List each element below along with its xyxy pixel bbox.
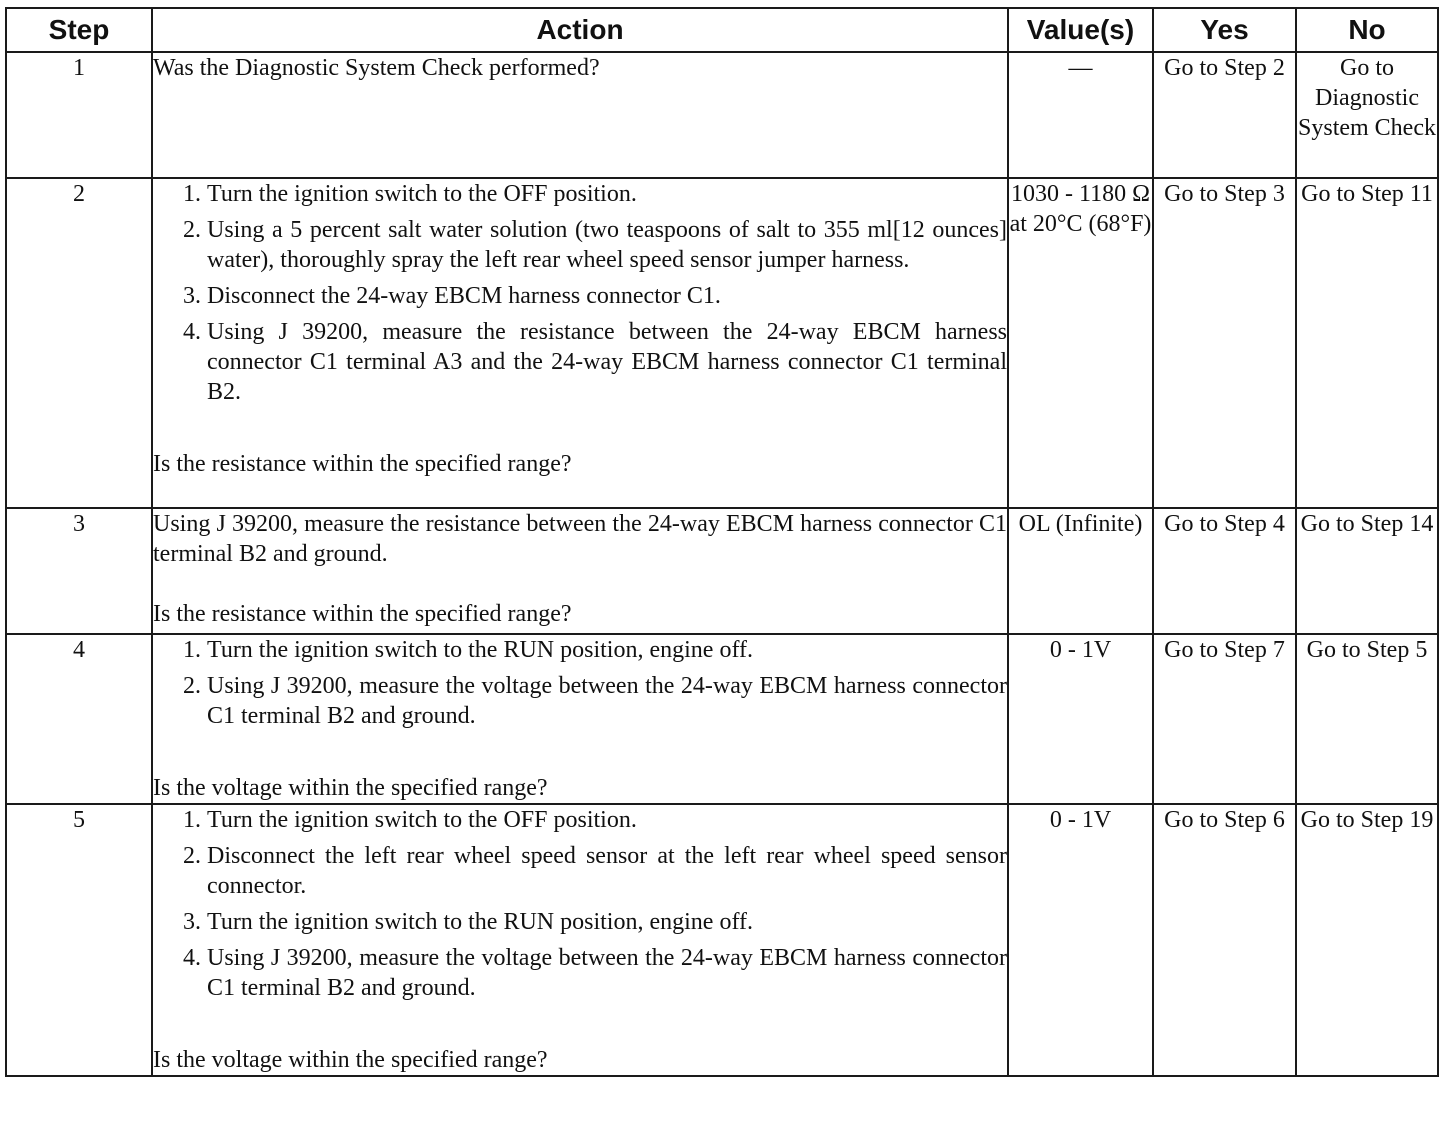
header-step: Step: [6, 8, 152, 52]
substep: 3. Turn the ignition switch to the RUN position, engine off.: [207, 907, 1007, 937]
yes-cell: Go to Step 3: [1153, 178, 1296, 508]
substep: 2. Disconnect the left rear wheel speed sensor at the left rear wheel speed sensor connector.: [207, 841, 1007, 901]
substep: 1. Turn the ignition switch to the RUN position, engine off.: [207, 635, 1007, 665]
action-cell: [152, 178, 1008, 508]
yes-cell: Go to Step 7: [1153, 634, 1296, 804]
step-number: 3: [6, 508, 152, 634]
step-number: 5: [6, 804, 152, 1076]
substep: 4. Using J 39200, measure the voltage between the 24-way EBCM harness connector C1 terminal B2 and ground.: [207, 943, 1007, 1003]
substep: 2. Using a 5 percent salt water solution (two teaspoons of salt to 355 ml[12 ounces] water), thoroughly spray the left rear wheel speed sensor jumper harness.: [207, 215, 1007, 275]
step-number: 2: [6, 178, 152, 508]
step-number: 1: [6, 52, 152, 178]
value-cell: 0 - 1V: [1008, 634, 1153, 804]
header-yes: Yes: [1153, 8, 1296, 52]
substep: 1. Turn the ignition switch to the OFF position.: [207, 805, 1007, 835]
substep: 1. Turn the ignition switch to the OFF position.: [207, 179, 1007, 209]
yes-cell: Go to Step 2: [1153, 52, 1296, 178]
table-row: [6, 52, 1438, 178]
header-action: Action: [152, 8, 1008, 52]
question-text: Is the voltage within the specified range?: [153, 775, 548, 801]
value-cell: 0 - 1V: [1008, 804, 1153, 1076]
no-cell: Go to Step 5: [1296, 634, 1438, 804]
table-row: [6, 634, 1438, 804]
action-cell: [152, 634, 1008, 804]
question-text: Is the resistance within the specified range?: [153, 601, 572, 627]
action-text: Using J 39200, measure the resistance between the 24-way EBCM harness connector C1 terminal B2 and ground.: [153, 511, 1007, 567]
header-values: Value(s): [1008, 8, 1153, 52]
no-cell: Go to Step 14: [1296, 508, 1438, 634]
yes-cell: Go to Step 4: [1153, 508, 1296, 634]
question-text: Is the voltage within the specified range?: [153, 1047, 548, 1073]
header-row: [6, 8, 1438, 52]
action-text: Was the Diagnostic System Check performed?: [153, 55, 600, 81]
no-cell: Go to Step 11: [1296, 178, 1438, 508]
substep: 2. Using J 39200, measure the voltage between the 24-way EBCM harness connector C1 terminal B2 and ground.: [207, 671, 1007, 731]
substep-list: [153, 635, 1007, 731]
question-text: Is the resistance within the specified range?: [153, 451, 572, 477]
no-cell: Go to Diagnostic System Check: [1296, 52, 1438, 178]
substep: 4. Using J 39200, measure the resistance between the 24-way EBCM harness connector C1 terminal A3 and the 24-way EBCM harness connector C1 terminal B2.: [207, 317, 1007, 407]
diagnostic-table: [5, 7, 1439, 1077]
yes-cell: Go to Step 6: [1153, 804, 1296, 1076]
no-cell: Go to Step 19: [1296, 804, 1438, 1076]
header-no: No: [1296, 8, 1438, 52]
step-number: 4: [6, 634, 152, 804]
table-row: [6, 178, 1438, 508]
action-cell: [152, 508, 1008, 634]
table-row: [6, 508, 1438, 634]
action-cell: [152, 52, 1008, 178]
substep: 3. Disconnect the 24-way EBCM harness connector C1.: [207, 281, 1007, 311]
table-row: [6, 804, 1438, 1076]
action-cell: [152, 804, 1008, 1076]
substep-list: [153, 179, 1007, 407]
value-cell: OL (Infinite): [1008, 508, 1153, 634]
substep-list: [153, 805, 1007, 1003]
value-cell: 1030 - 1180 Ω at 20°C (68°F): [1008, 178, 1153, 508]
value-cell: —: [1008, 52, 1153, 178]
